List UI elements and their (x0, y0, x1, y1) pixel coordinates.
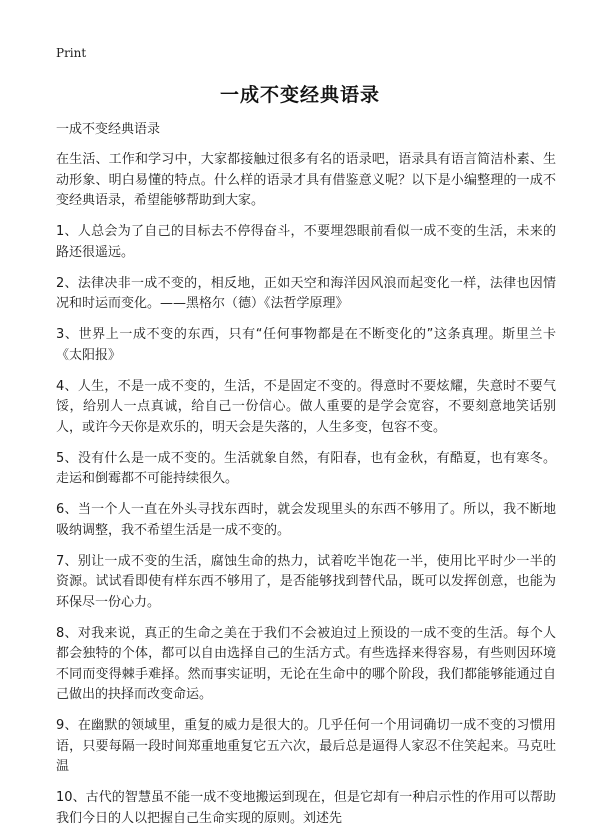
quote-item-9: 9、在幽默的领域里，重复的威力是很大的。几乎任何一个用词确切一成不变的习惯用语，只要每隔一段时间郑重地重复它五六次，最后总是逼得人家忍不住笑起来。马克吐温 (56, 718, 556, 774)
quote-item-3: 3、世界上一成不变的东西，只有“任何事物都是在不断变化的”这条真理。斯里兰卡《太阳报》 (56, 327, 556, 363)
section-subtitle: 一成不变经典语录 (56, 122, 161, 137)
print-label: Print (56, 46, 87, 60)
intro-paragraph: 在生活、工作和学习中，大家都接触过很多有名的语录吧，语录具有语言简洁朴素、生动形象、明白易懂的特点。什么样的语录才具有借鉴意义呢？以下是小编整理的一成不变经典语录，希望能够帮助到大家。 (56, 152, 556, 208)
document-body (56, 120, 556, 840)
page-title: 一成不变经典语录 (219, 84, 380, 106)
quote-item-6: 6、当一个人一直在外头寻找东西时，就会发现里头的东西不够用了。所以，我不断地吸纳调整，我不希望生活是一成不变的。 (56, 502, 556, 538)
quote-item-4: 4、人生，不是一成不变的，生活，不是固定不变的。得意时不要炫耀，失意时不要气馁，给别人一点真诚，给自己一份信心。做人重要的是学会宽容，不要刻意地笑话别人，或许今天你是欢乐的，明天会是失落的，人生多变，包容不变。 (56, 378, 556, 435)
quote-item-10: 10、古代的智慧虽不能一成不变地搬运到现在，但是它却有一种启示性的作用可以帮助我们今日的人以把握自己生命实现的原则。刘述先 (56, 790, 556, 826)
quote-item-5: 5、没有什么是一成不变的。生活就象自然，有阳春，也有金秋，有酷夏，也有寒冬。走运和倒霉都不可能持续很久。 (56, 450, 556, 486)
quote-item-1: 1、人总会为了自己的目标去不停得奋斗，不要埋怨眼前看似一成不变的生活，未来的路还很遥远。 (56, 224, 556, 260)
quote-item-8: 8、对我来说，真正的生命之美在于我们不会被迫过上预设的一成不变的生活。每个人都会独特的个体，都可以自由选择自己的生活方式。有些选择来得容易，有些则因环境不同而变得棘手难择。然而事实证明，无论在生命中的哪个阶段，我们都能够能通过自己做出的抉择而改变命运。 (56, 625, 556, 702)
quote-item-2: 2、法律决非一成不变的，相反地，正如天空和海洋因风浪而起变化一样，法律也因情况和时运而变化。——黑格尔（德）《法哲学原理》 (56, 275, 556, 311)
quote-item-7: 7、别让一成不变的生活，腐蚀生命的热力，试着吃半饱花一半，使用比平时少一半的资源。试试看即使有样东西不够用了，是否能够找到替代品，既可以发挥创意，也能为环保尽一份心力。 (56, 553, 556, 610)
